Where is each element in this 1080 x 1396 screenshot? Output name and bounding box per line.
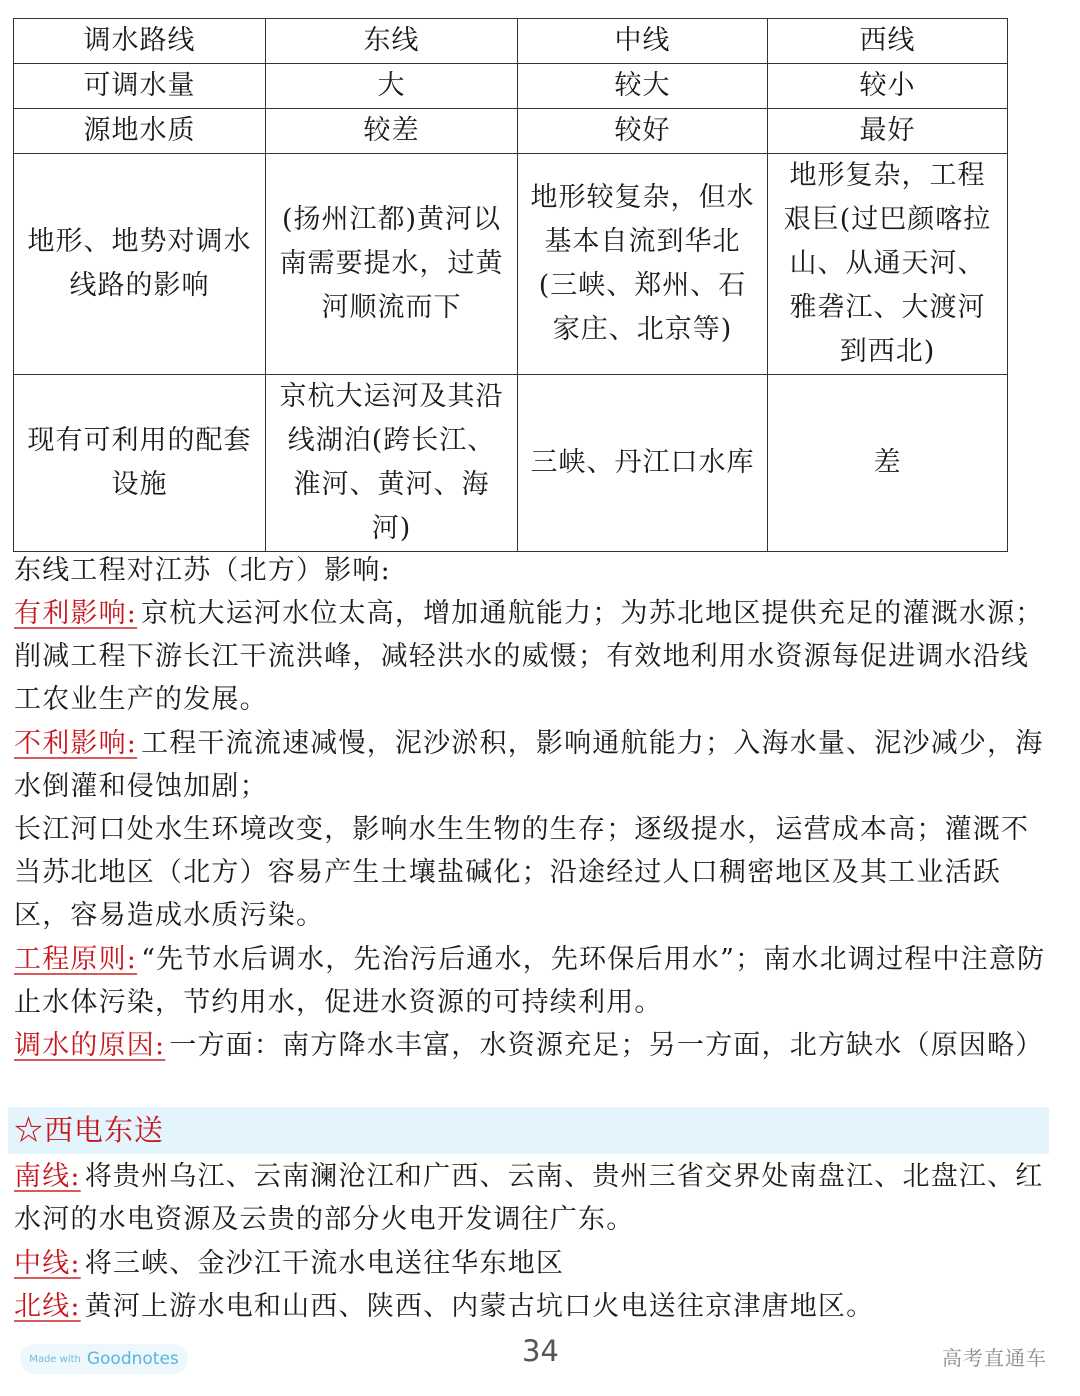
reason-label: 调水的原因: [14, 1030, 166, 1061]
cell: 地形复杂，工程艰巨(过巴颜喀拉山、从通天河、雅砻江、大渡河到西北) [768, 154, 1008, 375]
cell: 较大 [518, 64, 768, 109]
south-line-label: 南线: [14, 1161, 81, 1192]
cell: 较小 [768, 64, 1008, 109]
cell: 较好 [518, 109, 768, 154]
middle-line-text: 将三峡、金沙江干流水电送往华东地区 [84, 1248, 565, 1279]
cell: 差 [768, 375, 1008, 552]
section-highlight-band [8, 1107, 1049, 1154]
table-row [14, 64, 1008, 109]
negative-impact-paragraph [14, 722, 1054, 808]
reason-paragraph [14, 1024, 1054, 1067]
south-line-paragraph [14, 1155, 1054, 1241]
water-diversion-comparison-table [13, 18, 1008, 552]
badge-brand: Goodnotes [86, 1349, 179, 1369]
header-west: 西线 [768, 19, 1008, 64]
principle-label: 工程原则: [14, 944, 138, 975]
negative-impact-continued: 长江河口处水生环境改变，影响水生生物的生存；逐级提水，运营成本高；灌溉不当苏北地区（北方）容易产生土壤盐碱化；沿途经过人口稠密地区及其工业活跃区，容易造成水质污染。 [14, 814, 1030, 931]
south-line-text: 将贵州乌江、云南澜沧江和广西、云南、贵州三省交界处南盘江、北盘江、红水河的水电资源及云贵的部分火电开发调往广东。 [14, 1161, 1044, 1235]
table-row [14, 109, 1008, 154]
row-label-volume: 可调水量 [14, 64, 266, 109]
principle-text: “先节水后调水，先治污后通水，先环保后用水”；南水北调过程中注意防止水体污染，节约用水，促进水资源的可持续利用。 [14, 944, 1046, 1018]
north-line-label: 北线: [14, 1291, 81, 1322]
cell: 京杭大运河及其沿线湖泊(跨长江、淮河、黄河、海河) [266, 375, 518, 552]
table-row [14, 375, 1008, 552]
middle-line-label: 中线: [14, 1248, 81, 1279]
positive-impact-paragraph [14, 592, 1054, 721]
principle-paragraph [14, 938, 1054, 1024]
negative-impact-text: 工程干流流速减慢，泥沙淤积，影响通航能力；入海水量、泥沙减少，海水倒灌和侵蚀加剧； [14, 728, 1044, 802]
row-label-facilities: 现有可利用的配套设施 [14, 375, 266, 552]
north-line-text: 黄河上游水电和山西、陕西、内蒙古坑口火电送往京津唐地区。 [84, 1291, 875, 1322]
north-line-paragraph [14, 1285, 1054, 1328]
badge-made-with: Made with [29, 1353, 81, 1365]
section-title-west-east-power: ☆西电东送 [14, 1113, 165, 1147]
reason-text: 一方面：南方降水丰富，水资源充足；另一方面，北方缺水（原因略） [169, 1030, 1044, 1061]
cell: 较差 [266, 109, 518, 154]
positive-impact-label: 有利影响: [14, 598, 138, 629]
row-label-quality: 源地水质 [14, 109, 266, 154]
east-route-impact-heading: 东线工程对江苏（北方）影响: [14, 555, 391, 586]
watermark: 高考直通车 [942, 1346, 1047, 1370]
header-middle: 中线 [518, 19, 768, 64]
cell: 地形较复杂，但水基本自流到华北(三峡、郑州、石家庄、北京等) [518, 154, 768, 375]
row-label-terrain: 地形、地势对调水线路的影响 [14, 154, 266, 375]
negative-impact-label: 不利影响: [14, 728, 138, 759]
cell: 三峡、丹江口水库 [518, 375, 768, 552]
header-east: 东线 [266, 19, 518, 64]
table-header-row [14, 19, 1008, 64]
middle-line-paragraph [14, 1242, 1054, 1285]
cell: (扬州江都)黄河以南需要提水，过黄河顺流而下 [266, 154, 518, 375]
cell: 大 [266, 64, 518, 109]
table-row [14, 154, 1008, 375]
positive-impact-text: 京杭大运河水位太高，增加通航能力；为苏北地区提供充足的灌溉水源；削减工程下游长江干流洪峰，减轻洪水的威慑；有效地利用水资源每促进调水沿线工农业生产的发展。 [14, 598, 1044, 715]
goodnotes-badge[interactable] [20, 1344, 188, 1374]
cell: 最好 [768, 109, 1008, 154]
header-route: 调水路线 [14, 19, 266, 64]
page-number: 34 [522, 1334, 559, 1368]
